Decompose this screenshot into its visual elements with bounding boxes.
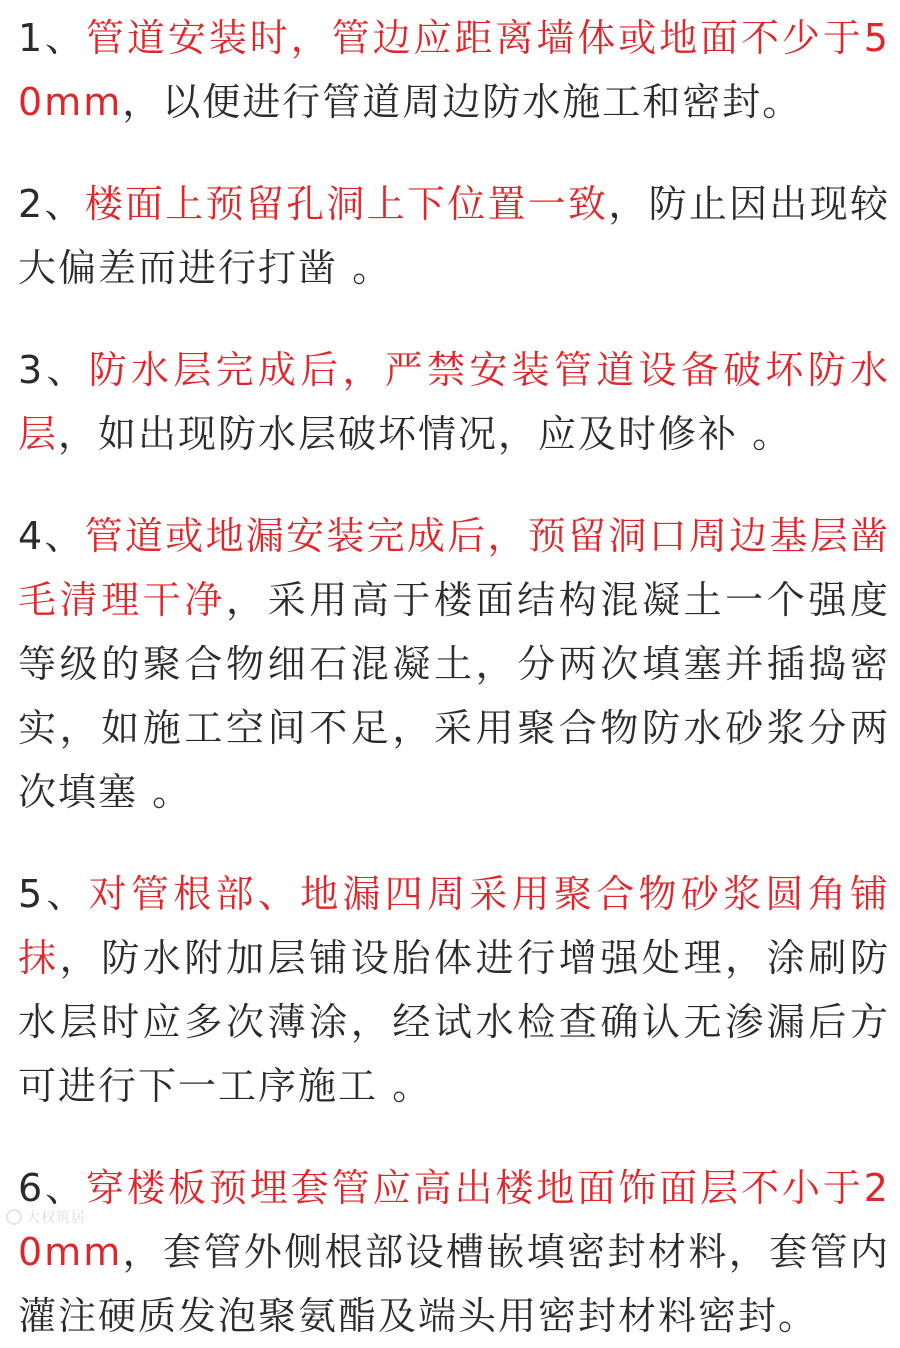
item-number: 1、 (18, 16, 87, 60)
item-number: 2、 (18, 182, 85, 226)
item-highlight: 管道或地漏安装完成后，预留洞口周边基层凿毛清理干净 (18, 514, 890, 622)
item-highlight: 楼面上预留孔洞上下位置一致 (84, 182, 609, 226)
item-text: ，防止因出现较大偏差而进行打凿 。 (18, 182, 890, 290)
item-text: ，采用高于楼面结构混凝土一个强度等级的聚合物细石混凝土，分两次填塞并插捣密实，如施工空间不足，采用聚合物防水砂浆分两次填塞 。 (18, 578, 890, 814)
watermark (6, 1204, 86, 1230)
item-number: 6、 (18, 1166, 87, 1210)
item-text: ，如出现防水层破坏情况，应及时修补 。 (58, 412, 793, 456)
list-item-4 (18, 504, 890, 824)
item-number: 5、 (18, 872, 89, 916)
item-text: ，套管外侧根部设槽嵌填密封材料，套管内灌注硬质发泡聚氨酯及端头用密封材料密封。 (18, 1230, 890, 1338)
item-highlight: 防水层完成后，严禁安装管道设备破坏防水层 (18, 348, 890, 456)
item-highlight: 穿楼板预埋套管应高出楼地面饰面层不小于20mm (18, 1166, 890, 1274)
list-item-5 (18, 862, 890, 1118)
list-item-2 (18, 172, 890, 300)
watermark-logo-icon (6, 1209, 22, 1225)
item-number: 3、 (18, 348, 89, 392)
list-item-3 (18, 338, 890, 466)
document-body (18, 6, 890, 1348)
item-highlight: 对管根部、地漏四周采用聚合物砂浆圆角铺抹 (18, 872, 890, 980)
list-item-1 (18, 6, 890, 134)
item-text: ，以便进行管道周边防水施工和密封。 (122, 80, 803, 124)
watermark-text: 大权筑居 (26, 1210, 86, 1226)
item-number: 4、 (18, 514, 85, 558)
item-text: ，防水附加层铺设胎体进行增强处理，涂刷防水层时应多次薄涂，经试水检查确认无渗漏后方可进行下一工序施工 。 (18, 936, 890, 1108)
item-highlight: 管道安装时，管边应距离墙体或地面不少于50mm (18, 16, 890, 124)
list-item-6 (18, 1156, 890, 1348)
